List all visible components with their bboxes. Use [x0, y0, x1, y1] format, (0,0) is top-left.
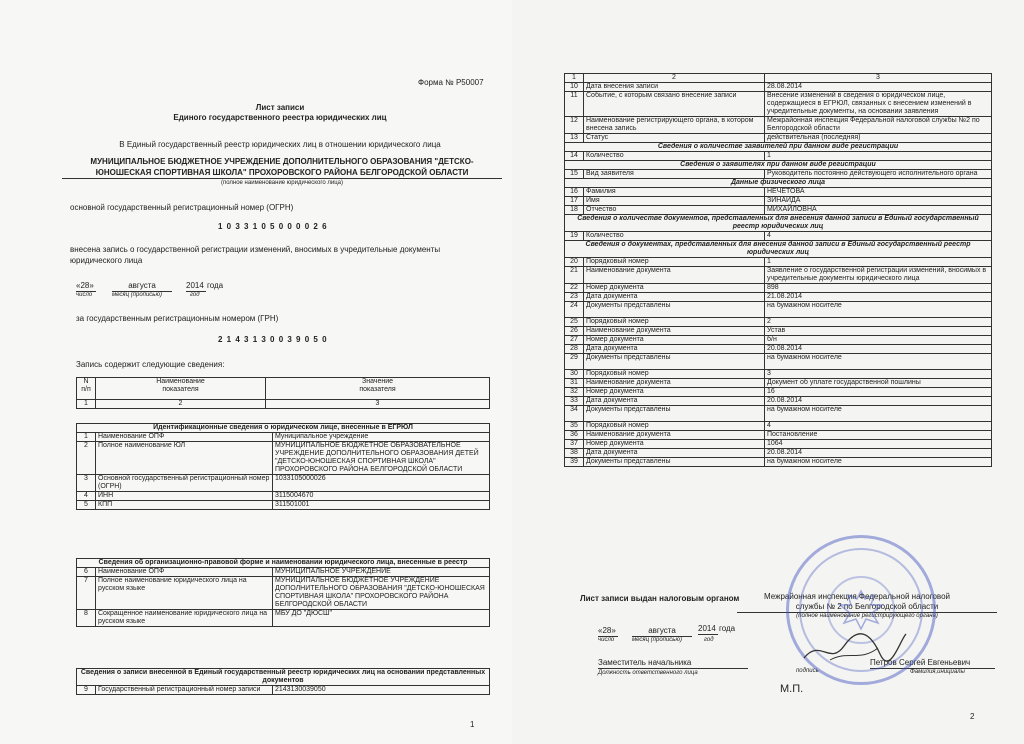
table-row: 35 Порядковый номер 4 — [565, 422, 992, 431]
section-title: Сведения об организационно-правовой форме и наименовании юридического лица, внесенные в реестр — [77, 559, 490, 568]
table-row: 2 Полное наименование ЮЛ МУНИЦИПАЛЬНОЕ БЮДЖЕТНОЕ ОБРАЗОВАТЕЛЬНОЕ УЧРЕЖДЕНИЕ ДОПОЛНИТЕЛЬНОГО ОБРАЗОВАНИЯ ДЕТЕЙ "ДЕТСКО-ЮНОШЕСКАЯ СПОРТИВНАЯ ШКОЛА" ПРОХОРОВСКОГО РАЙОНА БЕЛГОРОДСКОЙ ОБЛАСТИ — [77, 442, 490, 475]
table-row: 18 Отчество МИХАЙЛОВНА — [565, 206, 992, 215]
sign-date-year-caption: год — [704, 637, 714, 643]
org-name-caption: (полное наименование юридического лица) — [220, 180, 344, 186]
date-year-suffix: года — [207, 281, 224, 290]
table-row: 4 ИНН 3115004670 — [77, 492, 490, 501]
section-title: Идентификационные сведения о юридическом лице, внесенные в ЕГРЮЛ — [77, 424, 490, 433]
page-number: 2 — [970, 712, 975, 721]
table-row: 14 Количество 1 — [565, 152, 992, 161]
document-subtitle: Единого государственного реестра юридических лиц — [173, 113, 387, 122]
issued-org-caption: (полное наименование регистрирующего органа) — [796, 613, 938, 619]
section-title: Сведения о количестве документов, представленных для внесения данной записи в Единый государственный реестр юридических лиц — [565, 215, 992, 232]
header-table — [76, 377, 490, 409]
table-row: 32 Номер документа 16 — [565, 388, 992, 397]
table-row: 7 Полное наименование юридического лица на русском языке МУНИЦИПАЛЬНОЕ БЮДЖЕТНОЕ УЧРЕЖДЕНИЕ ДОПОЛНИТЕЛЬНОГО ОБРАЗОВАНИЯ "ДЕТСКО-ЮНОШЕСКАЯ СПОРТИВНАЯ ШКОЛА" ПРОХОРОВСКОГО РАЙОНА БЕЛГОРОДСКОЙ ОБЛАСТИ — [77, 577, 490, 610]
table-row: 23 Дата документа 21.08.2014 — [565, 293, 992, 302]
ident-table — [76, 423, 490, 510]
date-day: «28» — [76, 281, 96, 292]
record-table — [76, 668, 490, 695]
table-row: 9 Государственный регистрационный номер записи 2143130039050 — [77, 686, 490, 695]
header-cell: 3 — [266, 400, 490, 409]
table-row: 3 Основной государственный регистрационный номер (ОГРН) 1033105000026 — [77, 475, 490, 492]
registry-table: 1 2 3 10 Дата внесения записи 28.08.2014 11 Событие, с которым связано внесение записи Внесение изменений в сведения о юридическом лице, содержащиеся в ЕГРЮЛ, связанных с внесением изменений в учредительные документы, на основании заявления 12 Наименование регистрирующего органа, в котором внесена запись Межрайонная инспекция Федеральной налоговой службы №2 по Белгородской области 13 Статус действительная (последняя) Сведения о количестве заявителей при данном виде регистрации 14 Количество 1 Сведения о заявителях при данном виде регистрации 15 Вид заявителя Руководитель постоянно действующего исполнительного органа Данные физического лица 16 Фамилия НЕЧЕТОВА 17 Имя ЗИНАИДА 18 Отчество МИХАЙЛОВНА Сведения о количестве документов, представленных для внесения данной записи в Единый государственный реестр юридических лиц 19 Количество 4 Сведения о документах, представленных для внесения данной записи в Единый государственный реестр юридических лиц 20 Порядковый номер 1 21 Наименование документа Заявление о государственной регистрации изменений, вносимых в учредительные документы юридического лица 22 Номер документа 898 23 Дата документа 21.08.2014 24 Документы представлены на бумажном носителе 25 Порядковый номер 2 26 Наименование документа Устав 27 Номер документа б/н 28 Дата документа 20.08.2014 29 Документы представлены на бумажном носителе 30 Порядковый номер 3 31 Наименование документа Документ об уплате государственной пошлины 32 Номер документа 16 33 Дата документа 20.08.2014 34 Документы представлены на бумажном носителе 35 Порядковый номер 4 36 Наименование документа Постановление 37 Номер документа 1064 38 Дата документа 20.08.2014 39 Документы представлены на бумажном носителе — [564, 73, 992, 467]
sign-date-day-caption: число — [598, 637, 615, 643]
issued-org-line-1: Межрайонная инспекция Федеральной налоговой — [763, 592, 950, 601]
seal-place-mark: М.П. — [780, 683, 804, 695]
page-number: 1 — [470, 720, 475, 729]
header-cell: 2 — [96, 400, 266, 409]
date-month-caption: месяц (прописью) — [112, 292, 162, 298]
section-title: Сведения о заявителях при данном виде регистрации — [565, 161, 992, 170]
header-cell: Наименование показателя — [96, 378, 266, 400]
table-row: 34 Документы представлены на бумажном носителе — [565, 406, 992, 422]
section-title: Сведения о записи внесенной в Единый государственный реестр юридических лиц на основании представленных документов — [77, 669, 490, 686]
table-row: 25 Порядковый номер 2 — [565, 318, 992, 327]
signature-scribble — [800, 628, 910, 668]
table-row: 8 Сокращенное наименование юридического лица на русском языке МБУ ДО "ДЮСШ" — [77, 610, 490, 627]
page-2 — [512, 0, 1024, 744]
table-row: 1 Наименование ОПФ Муниципальное учреждение — [77, 433, 490, 442]
contains-text: Запись содержит следующие сведения: — [76, 360, 225, 369]
form-number: Форма № Р50007 — [418, 78, 484, 87]
sign-date-year-suffix: года — [719, 624, 736, 633]
table-row: 30 Порядковый номер 3 — [565, 370, 992, 379]
ogrn-label: основной государственный регистрационный номер (ОГРН) — [70, 203, 294, 212]
table-row: 28 Дата документа 20.08.2014 — [565, 345, 992, 354]
header-cell: 1 — [77, 400, 96, 409]
section-title: Сведения о количестве заявителей при данном виде регистрации — [565, 143, 992, 152]
table-row: 10 Дата внесения записи 28.08.2014 — [565, 83, 992, 92]
table-row: 33 Дата документа 20.08.2014 — [565, 397, 992, 406]
sign-date-day: «28» — [598, 626, 618, 637]
document-title: Лист записи — [255, 103, 305, 112]
table-row: 26 Наименование документа Устав — [565, 327, 992, 336]
date-month: августа — [112, 281, 172, 292]
table-row: 29 Документы представлены на бумажном носителе — [565, 354, 992, 370]
table-row: 17 Имя ЗИНАИДА — [565, 197, 992, 206]
table-row: 37 Номер документа 1064 — [565, 440, 992, 449]
record-text-1: внесена запись о государственной регистрации изменений, вносимых в учредительные документы — [70, 245, 441, 254]
table-row: 6 Наименование ОПФ МУНИЦИПАЛЬНОЕ УЧРЕЖДЕНИЕ — [77, 568, 490, 577]
section-title: Сведения о документах, представленных для внесения данной записи в Единый государственный реестр юридических лиц — [565, 241, 992, 258]
sign-date-month: августа — [632, 626, 692, 637]
table-row: 21 Наименование документа Заявление о государственной регистрации изменений, вносимых в учредительные документы юридического лица — [565, 267, 992, 284]
table-row: 11 Событие, с которым связано внесение записи Внесение изменений в сведения о юридическом лице, содержащиеся в ЕГРЮЛ, связанных с внесением изменений в учредительные документы, на основании заявления — [565, 92, 992, 117]
record-text-2: юридического лица — [70, 256, 143, 265]
signer-name: Петров Сергей Евгеньевич — [870, 658, 995, 669]
signature-caption: подпись — [796, 668, 819, 674]
ogrn-value: 1 0 3 3 1 0 5 0 0 0 0 2 6 — [218, 222, 328, 231]
issued-org-line-2: службы № 2 по Белгородской области — [737, 602, 997, 613]
signer-name-caption: Фамилия,инициалы — [910, 669, 965, 675]
grn-value: 2 1 4 3 1 3 0 0 3 9 0 5 0 — [218, 335, 328, 344]
table-row: 39 Документы представлены на бумажном носителе — [565, 458, 992, 467]
sign-date-year: 2014 — [698, 624, 718, 635]
table-row: 13 Статус действительная (последняя) — [565, 134, 992, 143]
signer-position: Заместитель начальника — [598, 658, 748, 669]
date-year: 2014 — [186, 281, 206, 292]
table-row: 38 Дата документа 20.08.2014 — [565, 449, 992, 458]
header-cell: N п/п — [77, 378, 96, 400]
table-row: 19 Количество 4 — [565, 232, 992, 241]
table-row: 15 Вид заявителя Руководитель постоянно действующего исполнительного органа — [565, 170, 992, 179]
sign-date-month-caption: месяц (прописью) — [632, 637, 682, 643]
header-cell: Значение показателя — [266, 378, 490, 400]
table-row: 5 КПП 311501001 — [77, 501, 490, 510]
section-title: Данные физического лица — [565, 179, 992, 188]
org-name-line-2: ЮНОШЕСКАЯ СПОРТИВНАЯ ШКОЛА" ПРОХОРОВСКОГО РАЙОНА БЕЛГОРОДСКОЙ ОБЛАСТИ — [62, 168, 502, 179]
table-row: 16 Фамилия НЕЧЕТОВА — [565, 188, 992, 197]
signer-position-caption: Должность ответственного лица — [598, 670, 698, 676]
table-row: 22 Номер документа 898 — [565, 284, 992, 293]
date-year-caption: год — [190, 292, 200, 298]
table-row: 20 Порядковый номер 1 — [565, 258, 992, 267]
table-row: 24 Документы представлены на бумажном носителе — [565, 302, 992, 318]
table-row: 27 Номер документа б/н — [565, 336, 992, 345]
intro-text: В Единый государственный реестр юридических лиц в отношении юридического лица — [119, 140, 441, 149]
table-row: 12 Наименование регистрирующего органа, в котором внесена запись Межрайонная инспекция Федеральной налоговой службы №2 по Белгородской области — [565, 117, 992, 134]
org-name-line-1: МУНИЦИПАЛЬНОЕ БЮДЖЕТНОЕ УЧРЕЖДЕНИЕ ДОПОЛНИТЕЛЬНОГО ОБРАЗОВАНИЯ "ДЕТСКО- — [90, 157, 474, 166]
table-row: 36 Наименование документа Постановление — [565, 431, 992, 440]
opf-table — [76, 558, 490, 627]
date-day-caption: число — [76, 292, 93, 298]
table-row: 31 Наименование документа Документ об уплате государственной пошлины — [565, 379, 992, 388]
grn-label: за государственным регистрационным номером (ГРН) — [76, 314, 279, 323]
issued-label: Лист записи выдан налоговым органом — [580, 594, 740, 603]
